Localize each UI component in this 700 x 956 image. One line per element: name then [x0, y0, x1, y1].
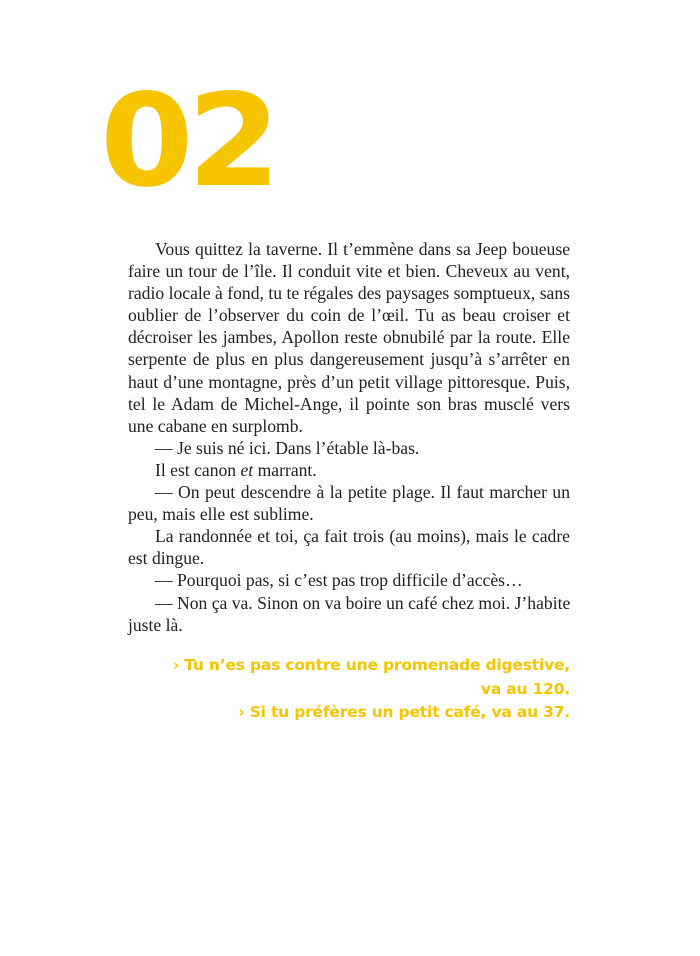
italic-text: et [240, 459, 254, 480]
text-line: — Pourquoi pas, si c’est pas trop difficile d’accès… [155, 570, 523, 591]
chapter-text [128, 238, 570, 636]
text-line: La randonnée et toi, ça fait trois (au moins), mais le cadre [155, 526, 570, 547]
paragraph [128, 525, 570, 569]
text-line: une cabane en surplomb. [128, 415, 303, 436]
text-line: oublier de l’observer du coin de l’œil. Tu as beau croiser et [128, 305, 570, 326]
paragraph [128, 238, 570, 437]
text-segment: marrant. [253, 459, 317, 480]
text-line: radio locale à fond, tu te régales des paysages somptueux, sans [128, 283, 570, 304]
paragraph [128, 592, 570, 636]
choice-cafe[interactable] [173, 701, 570, 725]
paragraph [128, 459, 570, 481]
text-line: est dingue. [128, 548, 205, 569]
text-line: — Non ça va. Sinon on va boire un café chez moi. J’habite [155, 592, 571, 613]
paragraph [128, 437, 570, 459]
text-line: — Je suis né ici. Dans l’étable là-bas. [155, 437, 420, 458]
text-line: peu, mais elle est sublime. [128, 504, 314, 525]
choice-line: › Tu n’es pas contre une promenade digestive, [172, 656, 570, 674]
choice-promenade[interactable] [173, 654, 570, 701]
text-line: juste là. [128, 614, 183, 635]
choice-line: › Si tu préfères un petit café, va au 37. [238, 703, 570, 721]
text-line: faire un tour de l’île. Il conduit vite et bien. Cheveux au vent, [128, 261, 570, 282]
chapter-number: 02 [100, 67, 275, 216]
paragraph [128, 569, 570, 591]
choices [173, 654, 570, 725]
text-segment: Il est canon [155, 459, 241, 480]
text-line: tel le Adam de Michel-Ange, il pointe son bras musclé vers [128, 393, 570, 414]
paragraph [128, 481, 570, 525]
text-line [128, 459, 570, 481]
text-line: décroiser les jambes, Apollon reste obnubilé par la route. Elle [128, 327, 570, 348]
text-line: haut d’une montagne, près d’un petit village pittoresque. Puis, [128, 371, 570, 392]
choice-line: va au 120. [480, 679, 570, 698]
text-line: serpente de plus en plus dangereusement jusqu’à s’arrêter en [128, 349, 570, 370]
text-line: — On peut descendre à la petite plage. Il faut marcher un [155, 482, 570, 503]
text-line: Vous quittez la taverne. Il t’emmène dans sa Jeep boueuse [155, 239, 570, 259]
